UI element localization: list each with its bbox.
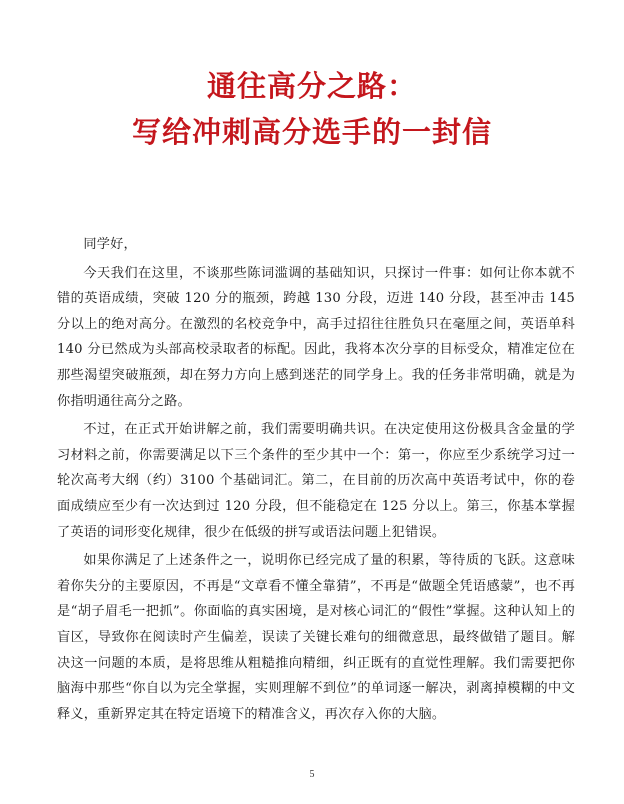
body-paragraph-1: 今天我们在这里，不谈那些陈词滥调的基础知识，只探讨一件事：如何让你本就不错的英语成绩，突破 120 分的瓶颈，跨越 130 分段，迈进 140 分段，甚至冲击 145 分以上的绝对高分。在激烈的名校竞争中，高手过招往往胜负只在毫厘之间，英语单科 140 分已然成为头部高校录取者的标配。因此，我将本次分享的目标受众，精准定位在那些渴望突破瓶颈，却在努力方向上感到迷茫的同学身上。我的任务非常明确，就是为你指明通往高分之路。	[57, 265, 575, 409]
page-number: 5	[309, 769, 315, 780]
greeting-paragraph: 同学好，	[83, 237, 137, 252]
body-paragraph-2: 不过，在正式开始讲解之前，我们需要明确共识。在决定使用这份极具含金量的学习材料之前，你需要满足以下三个条件的至少其中一个：第一，你应至少系统学习过一轮次高考大纲（约）3100 个基础词汇。第二，在目前的历次高中英语考试中，你的卷面成绩应至少有一次达到过 120 分段，但不能稳定在 125 分以上。第三，你基本掌握了英语的词形变化规律，很少在低级的拼写或语法问题上犯错误。	[57, 422, 575, 540]
title-line-1: 通往高分之路：	[206, 69, 417, 103]
title-line-2: 写给冲刺高分选手的一封信	[131, 115, 492, 149]
body-paragraph-3: 如果你满足了上述条件之一，说明你已经完成了量的积累，等待质的飞跃。这意味着你失分的主要原因，不再是“文章看不懂全靠猜”，不再是“做题全凭语感蒙”，也不再是“胡子眉毛一把抓”。你面临的真实困境，是对核心词汇的“假性”掌握。这种认知上的盲区，导致你在阅读时产生偏差，误读了关键长难句的细微意思，最终做错了题目。解决这一问题的本质，是将思维从粗糙推向精细，纠正既有的直觉性理解。我们需要把你脑海中那些“你自以为完全掌握，实则理解不到位”的单词逐一解决，剥离掉模糊的中文释义，重新界定其在特定语境下的精准含义，再次存入你的大脑。	[57, 553, 575, 722]
letter-body	[57, 232, 575, 730]
